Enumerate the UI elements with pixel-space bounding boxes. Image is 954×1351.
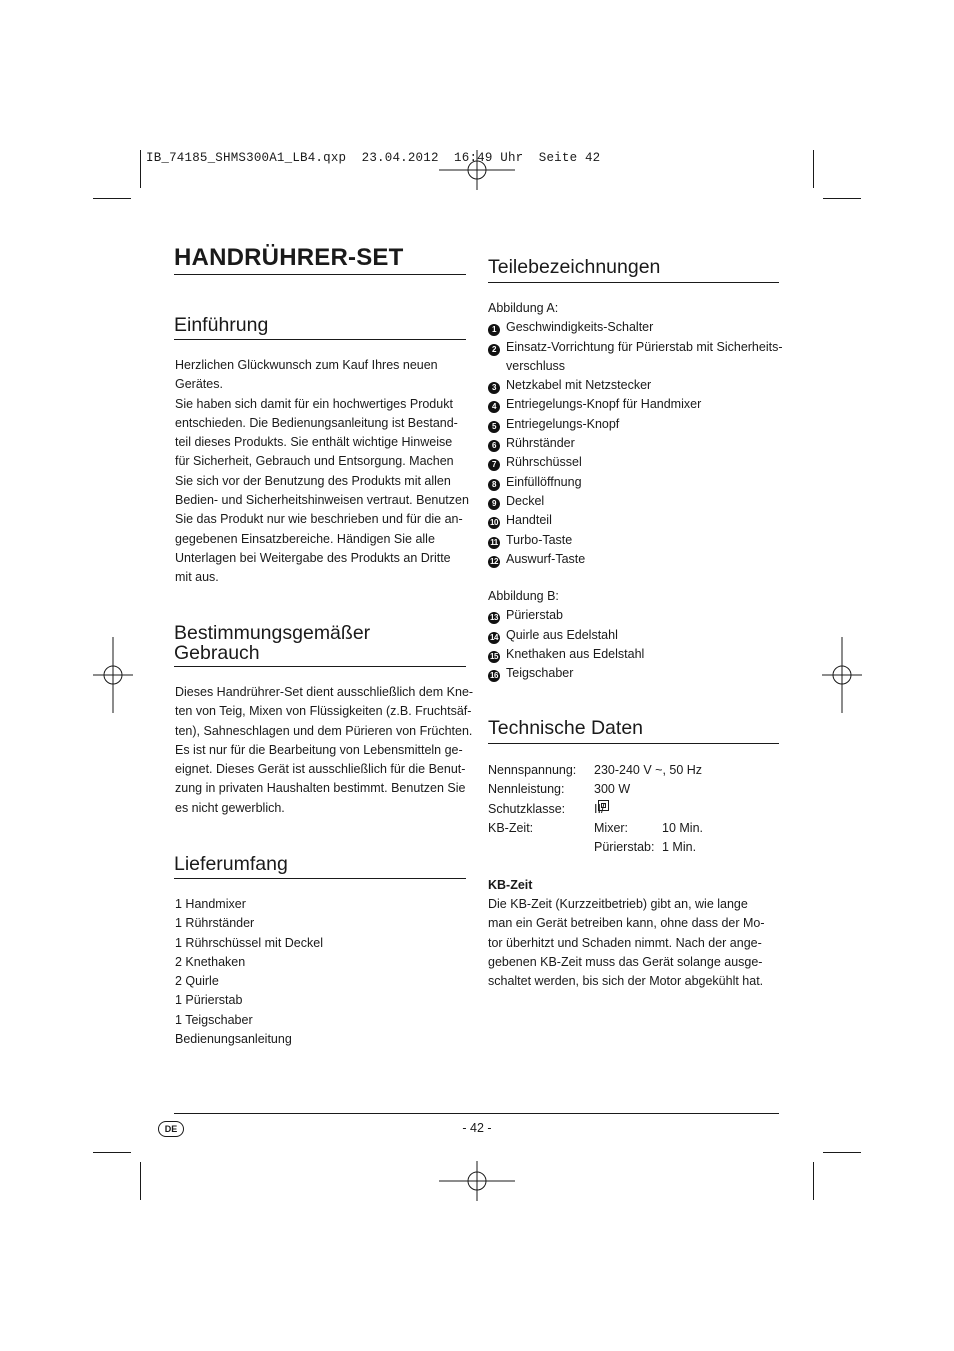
list-item: 10 Handteil (488, 511, 783, 530)
kb-heading: KB-Zeit (488, 878, 533, 892)
intended-use-heading: Bestimmungsgemäßer Gebrauch (174, 622, 371, 664)
list-item: 1 Pürierstab (175, 993, 243, 1008)
tech-specs: Nennspannung: 230-240 V ~, 50 Hz Nennleistung: 300 W Schutzklasse: II/ KB-Zeit: Mixer: 10 Min. Pürierstab: 1 Min. (488, 763, 703, 855)
list-item: 1 Rührschüssel mit Deckel (175, 935, 323, 950)
intended-use-text: Dieses Handrührer-Set dient ausschließlich dem Kne- ten von Teig, Mixen von Flüssigkeiten (z.B. Fruchtsäf- ten), Sahneschlagen und dem Pürieren von Früchten. Es ist nur für die Bearbeitung von Lebensmitteln ge- eignet. Dieses Gerät ist ausschließlich für die Benut- zung in privaten Haushalten bestimmt. Benutzen Sie es nicht gewerblich. (175, 685, 474, 815)
list-item: 2 Einsatz-Vorrichtung für Pürierstab mit Sicherheits- (488, 338, 783, 357)
list-item: 2 Knethaken (175, 954, 246, 969)
list-item: 7 Rührschüssel (488, 453, 783, 472)
intro-text: Herzlichen Glückwunsch zum Kauf Ihres neuen Gerätes. Sie haben sich damit für ein hochwertiges Produkt entschieden. Die Bedienungsanleitung ist Bestand- teil dieses Produkts. Sie enthält wichtige Hinweise für Sicherheit, Gebrauch und Entsorgung. Machen Sie sich vor der Benutzung des Produkts mit allen Bedien- und Sicherheitshinweisen vertraut. Benutzen Sie das Produkt nur wie beschrieben und für die an- gegebenen Einsatzbereiche. Händigen Sie alle Unterlagen bei Weitergabe des Produkts an Dritte mit aus. (175, 358, 469, 585)
list-item: 13 Pürierstab (488, 606, 644, 625)
page-title: HANDRÜHRER-SET (174, 244, 404, 271)
scope-heading: Lieferumfang (174, 853, 288, 875)
list-item: 11 Turbo-Taste (488, 531, 783, 550)
registration-mark-left (93, 637, 133, 713)
list-item: 1 Rührständer (175, 916, 255, 931)
intro-heading: Einführung (174, 314, 269, 336)
parts-list-a: Abbildung A: 1 Geschwindigkeits-Schalter 2 Einsatz-Vorrichtung für Pürierstab mit Sicherheits- verschluss 3 Netzkabel mit Netzstecker 4 Entriegelungs-Knopf für Handmixer 5 Entriegelungs-Knopf 6 Rührständer 7 Rührschüssel 8 Einfüllöffnung 9 Deckel 10 Handteil 11 Turbo-Taste 12 Auswurf-Taste (488, 299, 783, 569)
parts-heading: Teilebezeichnungen (488, 256, 661, 278)
page-number: - 42 - (462, 1121, 492, 1135)
list-item: 2 Quirle (175, 974, 219, 989)
list-item: 6 Rührständer (488, 434, 783, 453)
list-item: 1 Teigschaber (175, 1012, 253, 1027)
list-item: 8 Einfüllöffnung (488, 473, 783, 492)
registration-mark-right (822, 637, 862, 713)
scope-list (175, 895, 323, 1049)
footer-rule (174, 1113, 779, 1114)
kb-text: Die KB-Zeit (Kurzzeitbetrieb) gibt an, wie lange man ein Gerät betreiben kann, ohne dass der Mo- tor überhitzt und Schaden nimmt. Nach der ange- gebenen KB-Zeit muss das Gerät solange ausge- schaltet werden, bis sich der Motor abgekühlt hat. (488, 897, 765, 989)
list-item: 1 Handmixer (175, 897, 246, 911)
list-item: 15 Knethaken aus Edelstahl (488, 645, 644, 664)
print-slug: IB_74185_SHMS300A1_LB4.qxp 23.04.2012 16:49 Uhr Seite 42 (146, 151, 601, 165)
list-item: Bedienungsanleitung (175, 1032, 292, 1047)
list-item: 1 Geschwindigkeits-Schalter (488, 318, 783, 337)
tech-heading: Technische Daten (488, 717, 644, 739)
list-item: 9 Deckel (488, 492, 783, 511)
language-badge: DE (158, 1121, 184, 1137)
list-item: 12 Auswurf-Taste (488, 550, 783, 569)
list-item: 16 Teigschaber (488, 664, 644, 683)
list-item: 3 Netzkabel mit Netzstecker (488, 376, 783, 395)
list-item: 5 Entriegelungs-Knopf (488, 415, 783, 434)
list-item: 4 Entriegelungs-Knopf für Handmixer (488, 395, 783, 414)
list-item: 14 Quirle aus Edelstahl (488, 626, 644, 645)
parts-list-b: Abbildung B: 13 Pürierstab 14 Quirle aus Edelstahl 15 Knethaken aus Edelstahl 16 Teigschaber (488, 587, 644, 683)
registration-mark-bottom (439, 1161, 515, 1201)
protection-class-ii-icon (598, 800, 609, 811)
